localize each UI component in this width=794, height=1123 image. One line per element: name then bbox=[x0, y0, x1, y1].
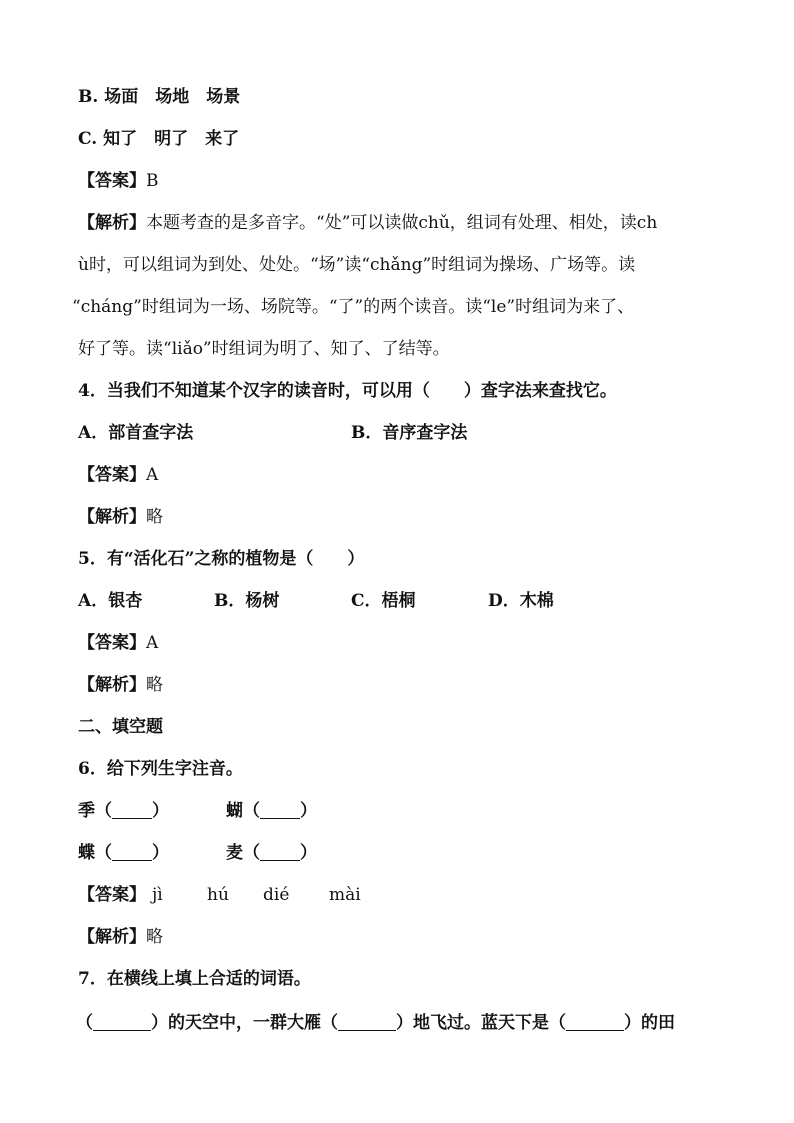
answer-value: B bbox=[146, 171, 159, 191]
answer-label: 【答案】 bbox=[78, 885, 146, 905]
q4-option-b: B．音序查字法 bbox=[351, 423, 468, 443]
analysis-label: 【解析】 bbox=[78, 507, 146, 527]
answer-blank bbox=[566, 1014, 624, 1031]
pinyin-answer: mài bbox=[329, 885, 361, 905]
answer-blank bbox=[112, 844, 152, 861]
q3-analysis-line-3: “cháng”时组词为一场、场院等。“了”的两个读音。读“le”时组词为来了、 bbox=[72, 297, 635, 317]
analysis-text: 略 bbox=[146, 507, 163, 527]
pinyin-answer: jì bbox=[152, 885, 163, 905]
q6-char: 蝶 bbox=[78, 843, 95, 863]
q6-char: 蝴 bbox=[226, 801, 243, 821]
q6-item: 蝴（ ） bbox=[226, 801, 317, 821]
answer-value: A bbox=[146, 633, 159, 653]
answer-blank bbox=[93, 1014, 151, 1031]
q7-text-3: 的田 bbox=[641, 1013, 675, 1033]
q5-answer bbox=[78, 632, 158, 654]
analysis-text: 略 bbox=[146, 927, 163, 947]
q4-option-a: A．部首查字法 bbox=[78, 423, 194, 443]
q4-answer bbox=[78, 464, 158, 486]
q6-char: 季 bbox=[78, 801, 95, 821]
q6-char: 麦 bbox=[226, 843, 243, 863]
q5-option-a: A．银杏 bbox=[78, 591, 143, 611]
analysis-text: 本题考查的是多音字。“处”可以读做chǔ，组词有处理、相处，读ch bbox=[146, 213, 658, 233]
answer-blank bbox=[338, 1014, 396, 1031]
q7-question: 7．在横线上填上合适的词语。 bbox=[78, 969, 311, 989]
answer-blank bbox=[112, 802, 152, 819]
q5-option-b: B．杨树 bbox=[214, 591, 280, 611]
section-title: 二、填空题 bbox=[78, 717, 163, 737]
pinyin-answer: hú bbox=[207, 885, 229, 905]
analysis-label: 【解析】 bbox=[78, 675, 146, 695]
q5-analysis bbox=[78, 674, 163, 696]
q3-analysis-line-1 bbox=[78, 212, 657, 234]
q6-answer bbox=[78, 884, 361, 906]
q3-answer bbox=[78, 170, 159, 192]
q6-item: 麦（ ） bbox=[226, 843, 317, 863]
q3-analysis-line-2: ù时，可以组词为到处、处处。“场”读“chǎng”时组词为操场、广场等。读 bbox=[78, 255, 636, 275]
answer-value: A bbox=[146, 465, 159, 485]
answer-blank bbox=[260, 844, 300, 861]
q6-item: 蝶（ ） bbox=[78, 843, 169, 863]
analysis-text: 略 bbox=[146, 675, 163, 695]
q3-option-b: B. 场面 场地 场景 bbox=[78, 87, 241, 107]
q6-question: 6．给下列生字注音。 bbox=[78, 759, 243, 779]
q6-analysis bbox=[78, 926, 163, 948]
q4-question: 4．当我们不知道某个汉字的读音时，可以用（ ）查字法来查找它。 bbox=[78, 381, 617, 401]
q7-text-1: 的天空中，一群大雁 bbox=[168, 1013, 321, 1033]
q6-item: 季（ ） bbox=[78, 801, 169, 821]
pinyin-answer: dié bbox=[263, 885, 290, 905]
answer-label: 【答案】 bbox=[78, 633, 146, 653]
analysis-label: 【解析】 bbox=[78, 213, 146, 233]
q3-analysis-line-4: 好了等。读“liǎo”时组词为明了、知了、了结等。 bbox=[78, 339, 450, 359]
q7-text-2: 地飞过。蓝天下是 bbox=[413, 1013, 549, 1033]
q7-sentence: （ ）的天空中，一群大雁（ ）地飞过。蓝天下是（ ）的田 bbox=[76, 1013, 675, 1033]
q5-option-d: D．木棉 bbox=[488, 591, 554, 611]
answer-blank bbox=[260, 802, 300, 819]
answer-label: 【答案】 bbox=[78, 171, 146, 191]
q4-analysis bbox=[78, 506, 163, 528]
answer-label: 【答案】 bbox=[78, 465, 146, 485]
q5-question: 5．有“活化石”之称的植物是（ ） bbox=[78, 549, 365, 569]
q3-option-c: C. 知了 明了 来了 bbox=[78, 129, 240, 149]
q5-option-c: C．梧桐 bbox=[351, 591, 416, 611]
analysis-label: 【解析】 bbox=[78, 927, 146, 947]
